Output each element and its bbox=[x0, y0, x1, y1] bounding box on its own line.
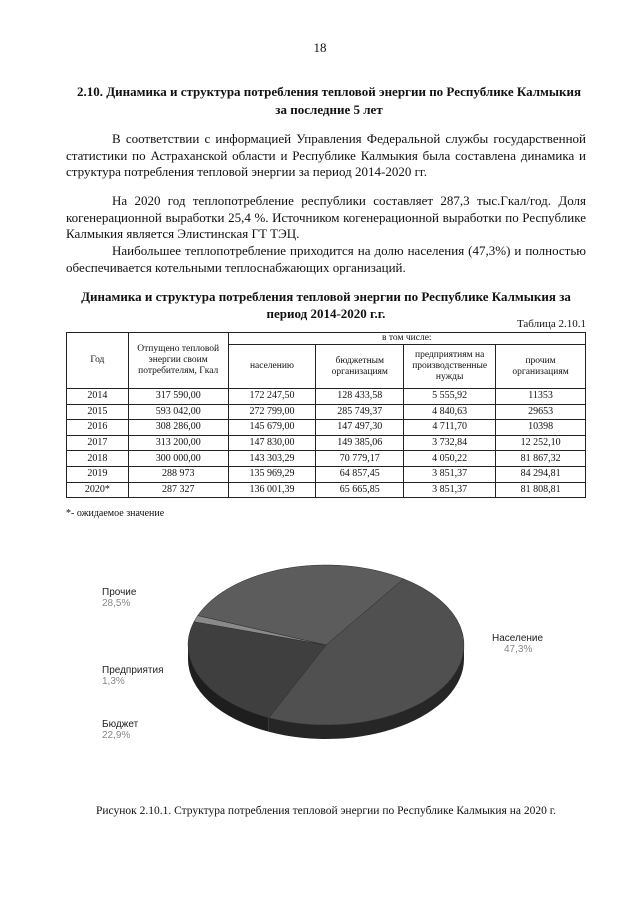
consumption-table bbox=[66, 332, 586, 498]
cell-other: 29653 bbox=[496, 404, 586, 420]
table-row bbox=[67, 435, 586, 451]
table-row bbox=[67, 451, 586, 467]
cell-enterprises: 4 840,63 bbox=[404, 404, 496, 420]
cell-other: 84 294,81 bbox=[496, 466, 586, 482]
table-row bbox=[67, 482, 586, 498]
header-total: Отпущено тепловой энергии своим потребителям, Гкал bbox=[128, 333, 228, 389]
value-population: 47,3% bbox=[504, 644, 533, 655]
cell-population: 147 830,00 bbox=[228, 435, 316, 451]
table-row bbox=[67, 389, 586, 405]
cell-year: 2016 bbox=[67, 420, 129, 436]
header-group: в том числе: bbox=[228, 333, 585, 345]
cell-population: 136 001,39 bbox=[228, 482, 316, 498]
cell-total: 593 042,00 bbox=[128, 404, 228, 420]
cell-budget: 147 497,30 bbox=[316, 420, 404, 436]
cell-population: 143 303,29 bbox=[228, 451, 316, 467]
cell-year: 2019 bbox=[67, 466, 129, 482]
cell-total: 300 000,00 bbox=[128, 451, 228, 467]
cell-year: 2015 bbox=[67, 404, 129, 420]
paragraph-3: Наибольшее теплопотребление приходится на долю населения (47,3%) и полностью обеспечивается котельными теплоснабжающих организаций. bbox=[66, 243, 586, 275]
table-row bbox=[67, 466, 586, 482]
cell-enterprises: 5 555,92 bbox=[404, 389, 496, 405]
table-title: Динамика и структура потребления тепловой энергии по Республике Калмыкия за период 2014-2020 г.г. bbox=[81, 289, 571, 321]
cell-total: 288 973 bbox=[128, 466, 228, 482]
label-other: Прочие bbox=[102, 587, 137, 598]
table-footnote: *- ожидаемое значение bbox=[66, 508, 165, 519]
subheader-budget: бюджетным организациям bbox=[316, 345, 404, 389]
cell-total: 313 200,00 bbox=[128, 435, 228, 451]
cell-population: 172 247,50 bbox=[228, 389, 316, 405]
cell-budget: 65 665,85 bbox=[316, 482, 404, 498]
table-row bbox=[67, 420, 586, 436]
header-year: Год bbox=[67, 333, 129, 389]
cell-enterprises: 3 732,84 bbox=[404, 435, 496, 451]
value-other: 28,5% bbox=[102, 598, 131, 609]
cell-total: 287 327 bbox=[128, 482, 228, 498]
cell-total: 317 590,00 bbox=[128, 389, 228, 405]
label-enterprises: Предприятия bbox=[102, 665, 164, 676]
table-row bbox=[67, 404, 586, 420]
cell-population: 145 679,00 bbox=[228, 420, 316, 436]
cell-year: 2020* bbox=[67, 482, 129, 498]
subheader-enterprises: предприятиям на производственные нужды bbox=[404, 345, 496, 389]
value-budget: 22,9% bbox=[102, 730, 131, 741]
cell-enterprises: 3 851,37 bbox=[404, 466, 496, 482]
pie-chart bbox=[86, 545, 586, 760]
figure-caption: Рисунок 2.10.1. Структура потребления тепловой энергии по Республике Калмыкия на 2020 г. bbox=[95, 805, 557, 817]
cell-budget: 285 749,37 bbox=[316, 404, 404, 420]
cell-budget: 70 779,17 bbox=[316, 451, 404, 467]
cell-budget: 149 385,06 bbox=[316, 435, 404, 451]
paragraph-1: В соответствии с информацией Управления Федеральной службы государственной статистики по Астраханской области и Республике Калмыкия была составлена динамика и структура потребления тепловой энергии за период 2014-2020 гг. bbox=[66, 131, 586, 179]
cell-year: 2014 bbox=[67, 389, 129, 405]
cell-year: 2018 bbox=[67, 451, 129, 467]
label-population: Население bbox=[492, 633, 544, 644]
cell-other: 10398 bbox=[496, 420, 586, 436]
page-number: 18 bbox=[313, 40, 327, 55]
value-enterprises: 1,3% bbox=[102, 676, 125, 687]
subheader-population: населению bbox=[228, 345, 316, 389]
label-budget: Бюджет bbox=[102, 719, 139, 730]
cell-population: 272 799,00 bbox=[228, 404, 316, 420]
cell-population: 135 969,29 bbox=[228, 466, 316, 482]
cell-enterprises: 3 851,37 bbox=[404, 482, 496, 498]
cell-other: 11353 bbox=[496, 389, 586, 405]
cell-budget: 64 857,45 bbox=[316, 466, 404, 482]
table-label: Таблица 2.10.1 bbox=[516, 318, 586, 330]
cell-total: 308 286,00 bbox=[128, 420, 228, 436]
paragraph-2: На 2020 год теплопотребление республики составляет 287,3 тыс.Гкал/год. Доля когенерационной выработки 25,4 %. Источником когенерационной выработки по Республике Калмыкия является Элистинская ГТ ТЭЦ. bbox=[66, 193, 586, 241]
cell-other: 81 867,32 bbox=[496, 451, 586, 467]
cell-enterprises: 4 711,70 bbox=[404, 420, 496, 436]
subheader-other: прочим организациям bbox=[496, 345, 586, 389]
cell-budget: 128 433,58 bbox=[316, 389, 404, 405]
section-title: 2.10. Динамика и структура потребления тепловой энергии по Республике Калмыкия за последние 5 лет bbox=[76, 84, 582, 117]
cell-enterprises: 4 050,22 bbox=[404, 451, 496, 467]
cell-year: 2017 bbox=[67, 435, 129, 451]
cell-other: 12 252,10 bbox=[496, 435, 586, 451]
cell-other: 81 808,81 bbox=[496, 482, 586, 498]
